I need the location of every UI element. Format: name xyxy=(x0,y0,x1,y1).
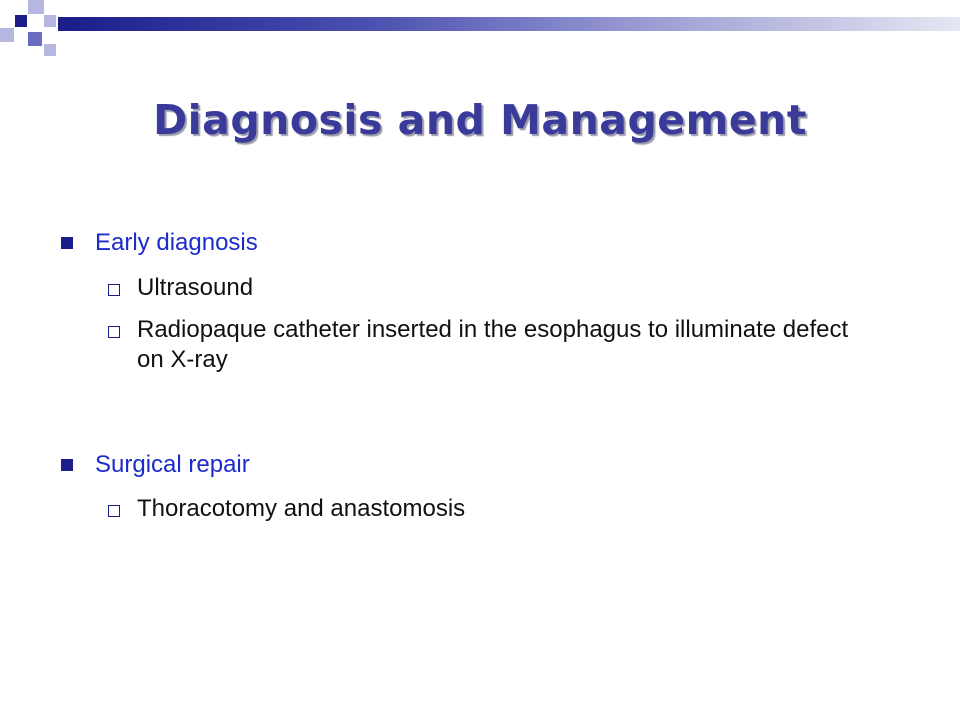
bullet-heading: Surgical repair xyxy=(95,451,250,478)
sub-bullet-item: Radiopaque catheter inserted in the esophagus to illuminate defect on X-ray xyxy=(137,316,849,373)
hollow-square-bullet-icon xyxy=(108,326,120,338)
bullet-heading: Early diagnosis xyxy=(95,229,258,256)
sub-bullet-item: Thoracotomy and anastomosis xyxy=(137,495,466,522)
hollow-square-bullet-icon xyxy=(108,284,120,296)
square-bullet-icon xyxy=(61,237,73,249)
sub-bullet-item: Ultrasound xyxy=(137,274,254,301)
slide-title: Diagnosis and Management xyxy=(153,96,807,144)
square-bullet-icon xyxy=(61,459,73,471)
hollow-square-bullet-icon xyxy=(108,505,120,517)
